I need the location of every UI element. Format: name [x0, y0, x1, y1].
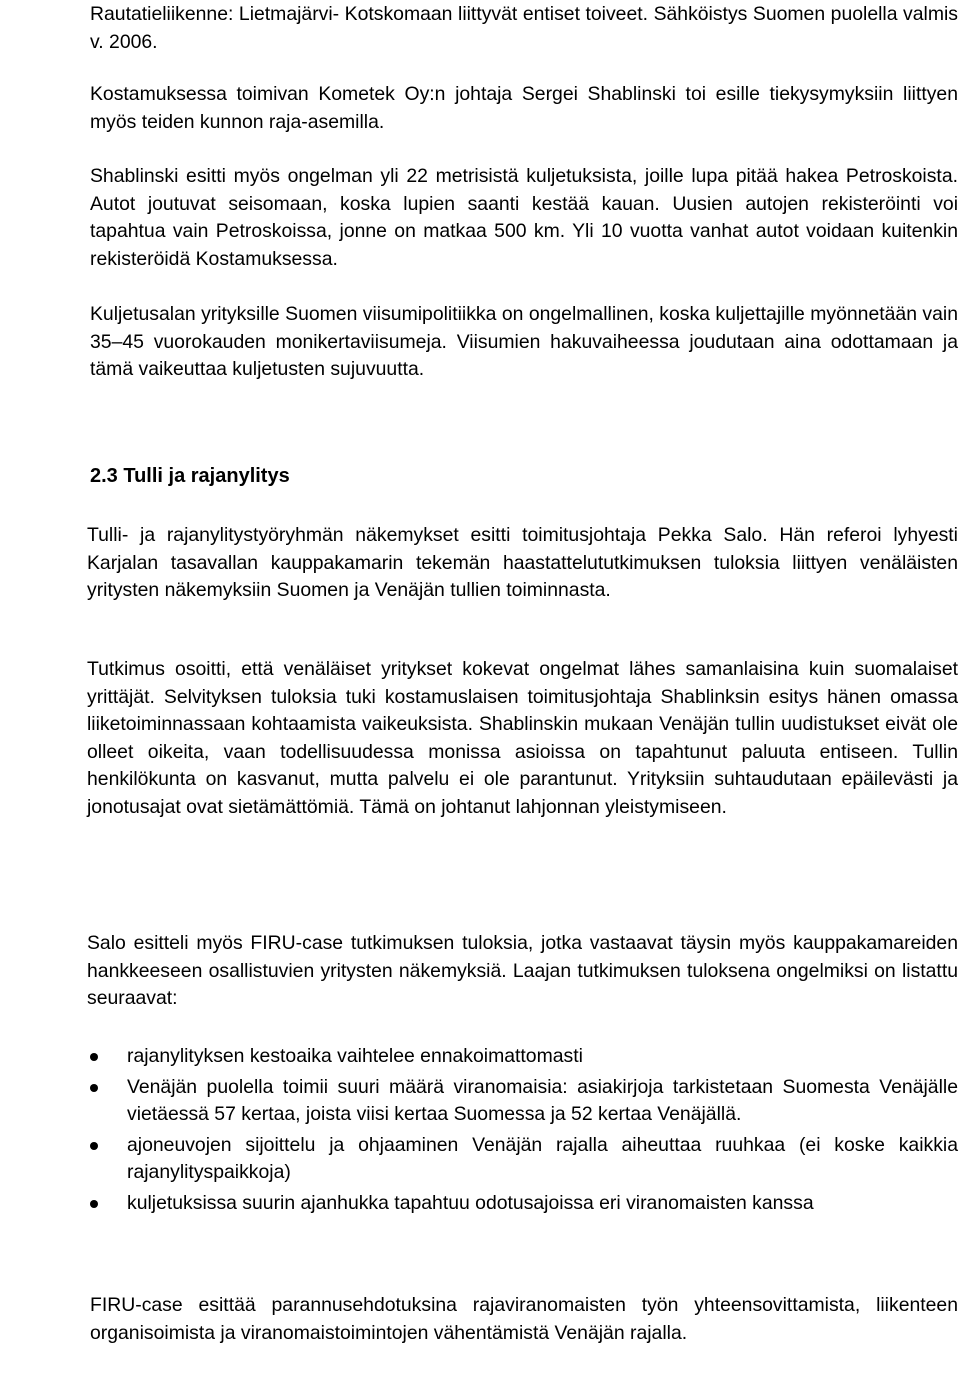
bullet-icon [90, 1084, 98, 1092]
bullet-icon [90, 1053, 98, 1061]
list-item [87, 1074, 958, 1129]
list-item-text: ajoneuvojen sijoittelu ja ohjaaminen Venäjän rajalla aiheuttaa ruuhkaa (ei koske kaikkia rajanylityspaikkoja) [127, 1133, 958, 1184]
problem-list [87, 1043, 958, 1221]
paragraph-improvement-proposals: FIRU-case esittää parannusehdotuksina rajaviranomaisten työn yhteensovittamista, liikenteen organisoimista ja viranomaistoimintojen vähentämistä Venäjän rajalla. [90, 1294, 958, 1344]
paragraph-kometek: Kostamuksessa toimivan Kometek Oy:n johtaja Sergei Shablinski toi esille tiekysymyksiin liittyen myös teiden kunnon raja-asemilla. [90, 83, 958, 133]
list-item [87, 1043, 958, 1071]
bullet-icon [90, 1142, 98, 1150]
paragraph-firu-case: Salo esitteli myös FIRU-case tutkimuksen tuloksia, jotka vastaavat täysin myös kauppakamareiden hankkeeseen osallistuvien yritysten näkemyksiä. Laajan tutkimuksen tuloksena ongelmiksi on listattu seuraavat: [87, 932, 958, 1010]
paragraph-visa-policy: Kuljetusalan yrityksille Suomen viisumipolitiikka on ongelmallinen, koska kuljettajille myönnetään vain 35–45 vuorokauden monikertaviisumeja. Viisumien hakuvaiheessa joudutaan aina odottamaan ja tämä vaikeuttaa kuljetusten sujuvuutta. [90, 303, 958, 381]
list-item-text: kuljetuksissa suurin ajanhukka tapahtuu odotusajoissa eri viranomaisten kanssa [127, 1191, 814, 1214]
paragraph-rail-traffic: Rautatieliikenne: Lietmajärvi- Kotskomaan liittyvät entiset toiveet. Sähköistys Suomen puolella valmis v. 2006. [90, 3, 958, 53]
list-item-text: rajanylityksen kestoaika vaihtelee ennakoimattomasti [127, 1045, 583, 1067]
paragraph-shablinski-transports: Shablinski esitti myös ongelman yli 22 metrisistä kuljetuksista, joille lupa pitää hakea Petroskoista. Autot joutuvat seisomaan, koska lupien saanti kestää kauan. Uusien autojen rekisteröinti voi tapahtua vain Petroskoissa, jonne on matkaa 500 km. Yli 10 vuotta vanhat autot voidaan kuitenkin rekisteröidä Kostamuksessa. [90, 165, 958, 270]
bullet-icon [90, 1200, 98, 1208]
list-item-text: Venäjän puolella toimii suuri määrä viranomaisia: asiakirjoja tarkistetaan Suomesta Venäjälle vietäessä 57 kertaa, joista viisi kertaa Suomessa ja 52 kertaa Venäjällä. [127, 1075, 958, 1126]
section-heading: 2.3 Tulli ja rajanylitys [90, 465, 290, 487]
list-item [87, 1132, 958, 1187]
list-item [87, 1190, 958, 1218]
paragraph-research-results: Tutkimus osoitti, että venäläiset yritykset kokevat ongelmat lähes samanlaisina kuin suomalaiset yrittäjät. Selvityksen tuloksia tuki kostamuslaisen toimitusjohtaja Shablinksin esitys hänen omassa liiketoiminnassaan kohtaamista vaikeuksista. Shablinskin mukaan Venäjän tullin uudistukset eivät ole olleet oikeita, vaan todellisuudessa monissa asioissa on tapahtunut paluuta entiseen. Tullin henkilökunta on kasvanut, mutta palvelu ei ole parantunut. Yrityksiin suhtaudutaan epäilevästi ja jonotusajat ovat sietämättömiä. Tämä on johtanut lahjonnan yleistymiseen. [87, 658, 958, 818]
paragraph-working-group: Tulli- ja rajanylitystyöryhmän näkemykset esitti toimitusjohtaja Pekka Salo. Hän referoi lyhyesti Karjalan tasavallan kauppakamarin tekemän haastattelututkimuksen tuloksia liittyen venäläisten yritysten näkemyksiin Suomen ja Venäjän tullien toiminnasta. [87, 524, 958, 602]
